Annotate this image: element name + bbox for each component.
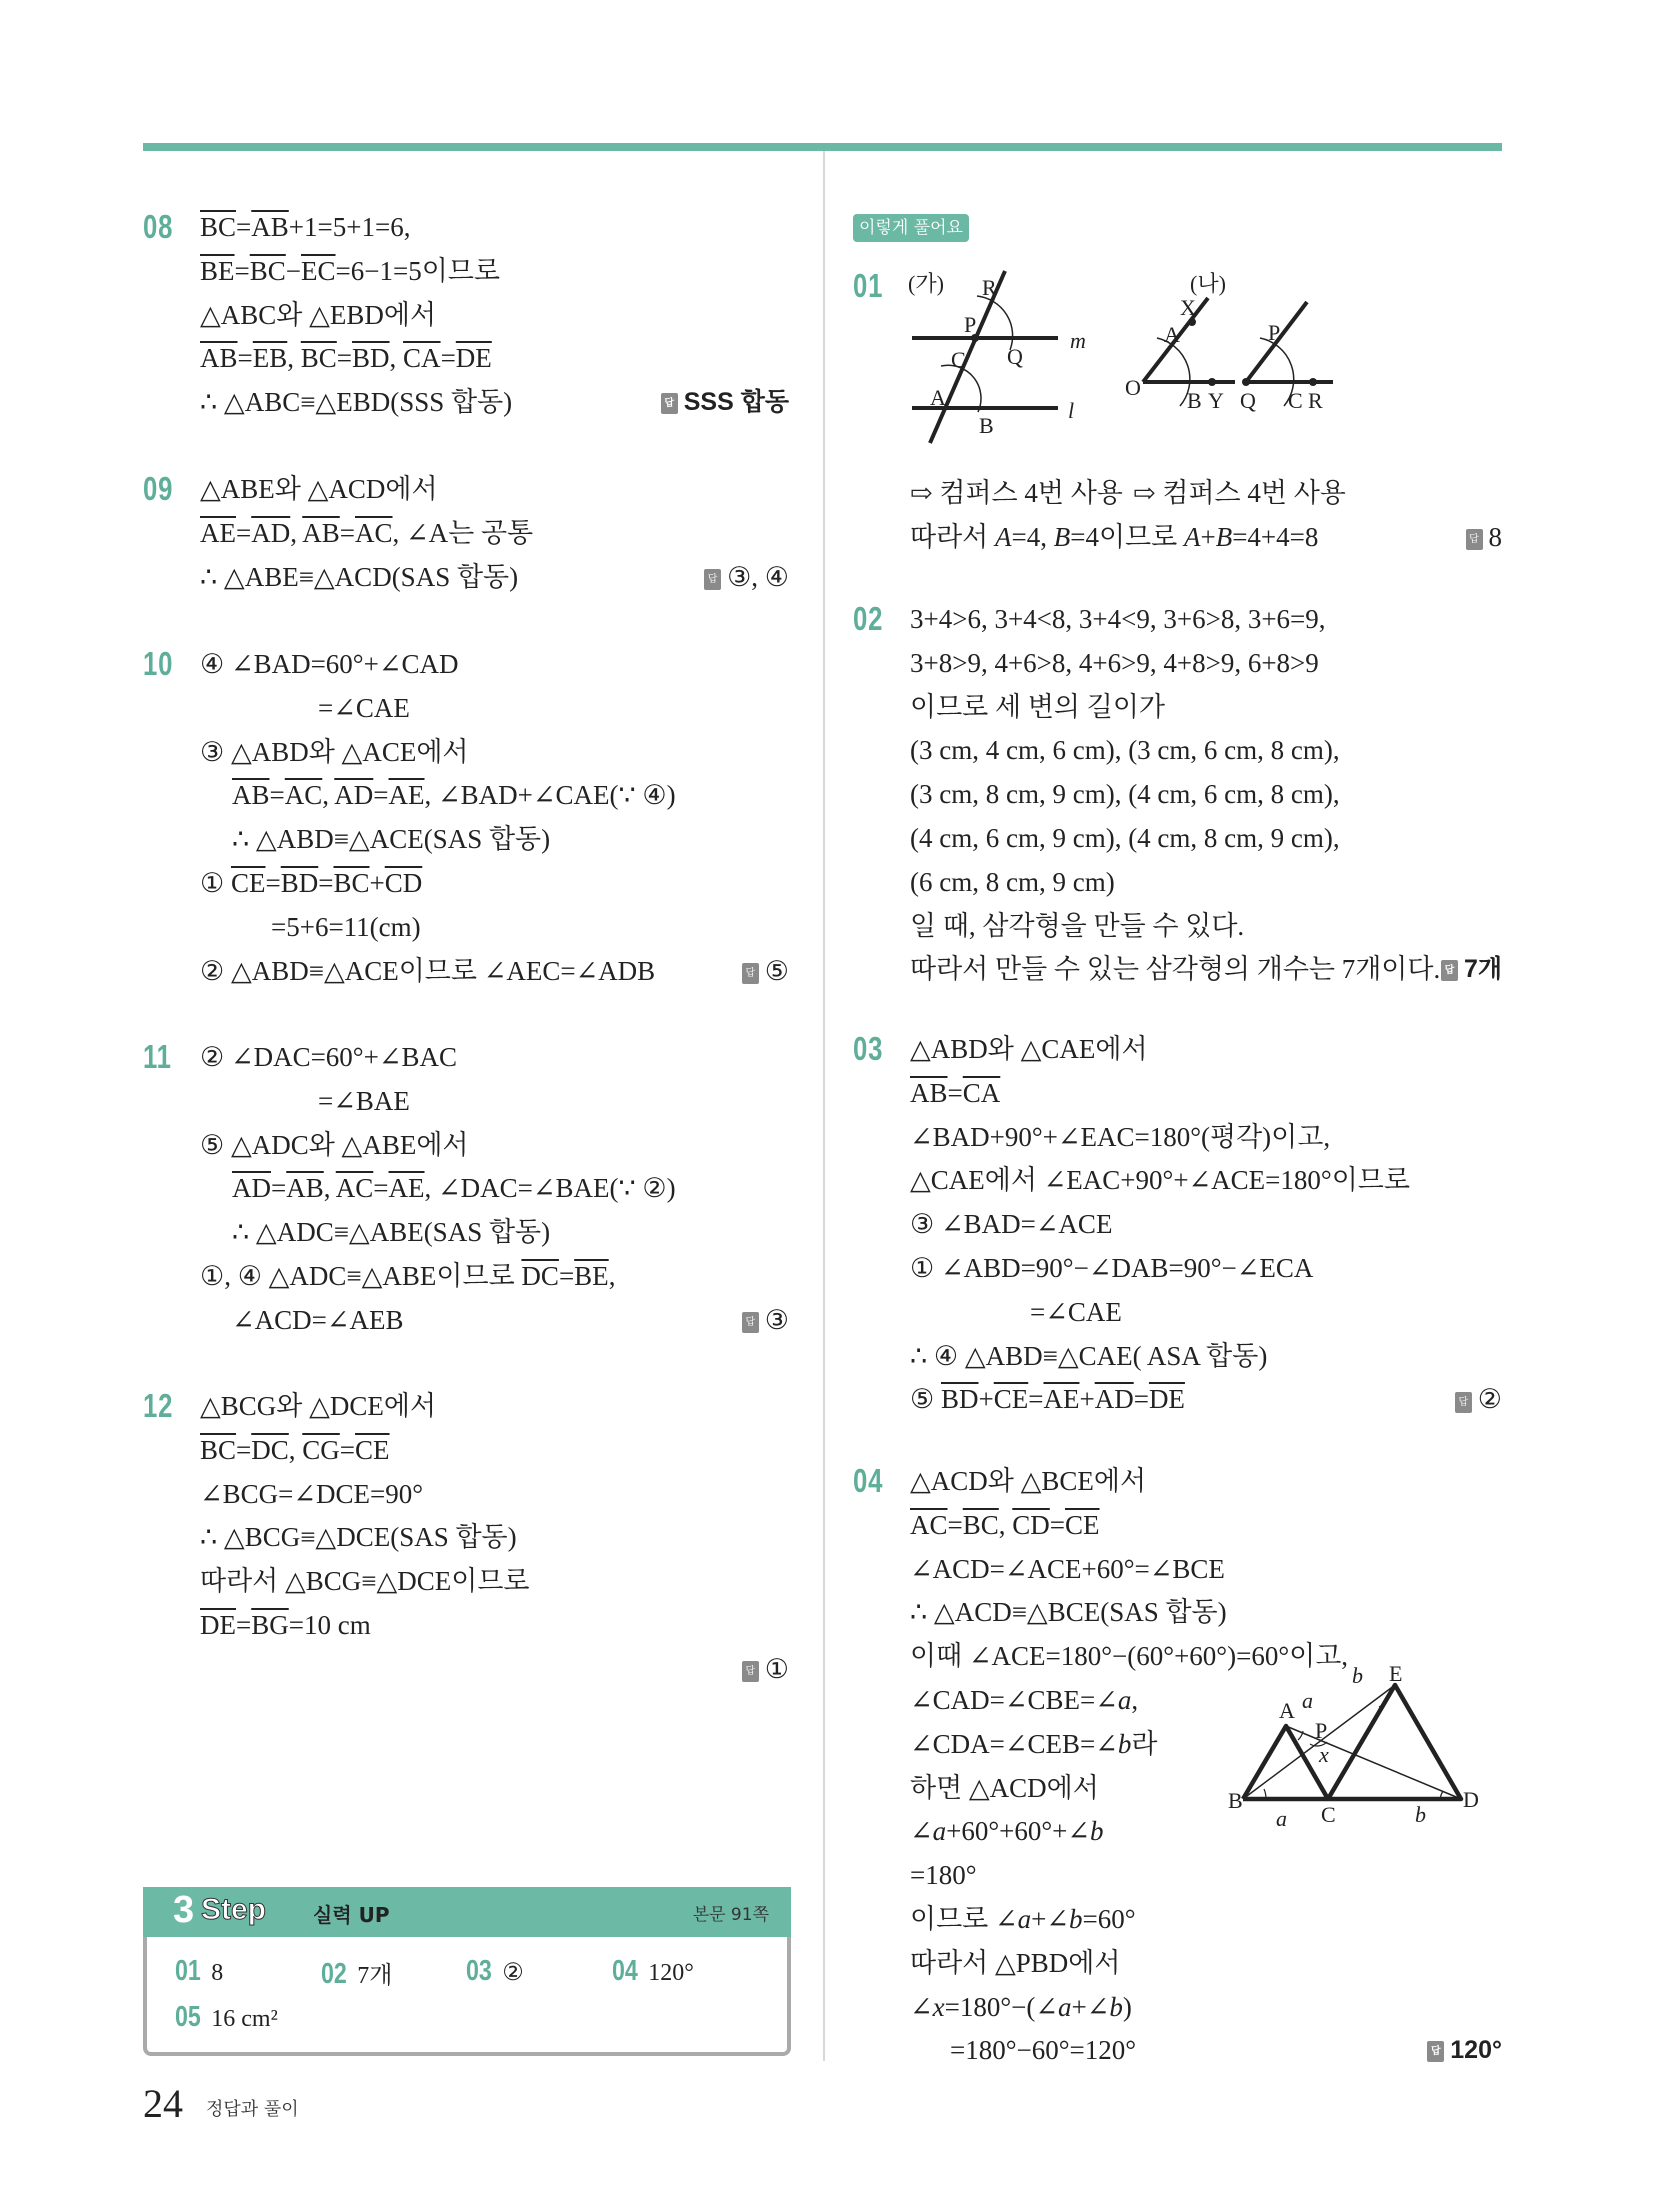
segment-overline: $\overline{BD}$ [352, 343, 390, 374]
segment-overline: $\overline{BD}$ [280, 867, 319, 898]
solution-line: 따라서 △BCG≡△DCE이므로 [200, 1566, 530, 1597]
solution-line: 이므로 ∠a+∠b=60° [910, 1903, 1136, 1934]
footer-title: 정답과 풀이 [206, 2099, 299, 2120]
step-answer-num: 04 [612, 1955, 638, 1987]
step-answer-num: 01 [175, 1955, 201, 1987]
segment-overline: $\overline{BC}$ [200, 1434, 237, 1465]
solution-line: △ABC와 △EBD에서 [200, 299, 437, 330]
label-angle-a: a [1276, 1806, 1287, 1831]
solution-line: =180° [910, 1860, 977, 1891]
segment-overline: $\overline{AB}$ [251, 212, 289, 242]
answer-value: ③ [764, 1304, 789, 1335]
solution-line: (3 cm, 8 cm, 9 cm), (4 cm, 6 cm, 8 cm), [910, 779, 1340, 810]
answer-value: ③, ④ [727, 561, 789, 592]
solution-line: ③ △ABD와 △ACE에서 [200, 736, 469, 767]
label-O: O [1125, 375, 1141, 400]
segment-overline: $\overline{BC}$ [333, 867, 370, 898]
segment-overline: $\overline{AE}$ [388, 780, 425, 811]
step-answer-num: 03 [466, 1955, 492, 1987]
solution-text: ⑤ $\overline{BD}+\overline{CE}=\overline{AE}+\overline{AD}=\overline{DE}$ [910, 1384, 1185, 1415]
segment-overline: $\overline{AE}$ [388, 1173, 425, 1204]
solution-line: ∴ △ADC≡△ABE(SAS 합동) [232, 1217, 551, 1248]
solution-line: △BCG와 △DCE에서 [200, 1391, 437, 1421]
problem-number: 12 [143, 1387, 174, 1424]
solution-line: ∴ △ABD≡△ACE(SAS 합동) [232, 824, 551, 855]
label-R: R [1308, 388, 1323, 413]
solution-line: $\overline{AD}=\overline{AB}$, $\overline{AC}=\overline{AE}$, ∠DAC=∠BAE(∵ ②) [232, 1173, 676, 1204]
answer-marker-icon: 답 [1427, 2041, 1444, 2062]
step-title: 실력 UP [313, 1903, 390, 1927]
segment-overline: $\overline{CE}$ [993, 1384, 1029, 1415]
math-variable: a [1017, 1903, 1032, 1934]
segment-overline: $\overline{CE}$ [230, 867, 266, 898]
segment-overline: $\overline{AC}$ [355, 517, 393, 548]
solution-line: 3+8>9, 4+6>8, 4+6>9, 4+8>9, 6+8>9 [910, 647, 1319, 678]
segment-overline: $\overline{AB}$ [200, 343, 238, 374]
answer-value: 120° [1450, 2036, 1502, 2065]
solution-line: (4 cm, 6 cm, 9 cm), (4 cm, 8 cm, 9 cm), [910, 822, 1340, 853]
solution-line: △ACD와 △BCE에서 [910, 1466, 1147, 1496]
segment-overline: $\overline{AD}$ [1094, 1384, 1134, 1415]
solution-line: =∠BAE [318, 1085, 410, 1116]
label-C: C [1288, 388, 1303, 413]
label-C: C [1321, 1802, 1336, 1827]
problem-number: 09 [143, 470, 174, 507]
figure-tag: (나) [1190, 271, 1226, 296]
solution-line: ① $\overline{CE}=\overline{BD}=\overline{BC}+\overline{CD}$ [200, 867, 423, 898]
segment-overline: $\overline{AD}$ [232, 1173, 271, 1204]
step-number: 3 [173, 1889, 195, 1931]
answer-marker-icon: 답 [704, 569, 721, 590]
solution-line: (6 cm, 8 cm, 9 cm) [910, 866, 1115, 897]
solution-line: =∠CAE [1030, 1296, 1122, 1327]
step-answer-value: 7개 [357, 1963, 393, 1989]
label-B: B [979, 413, 994, 438]
math-variable: B [1215, 522, 1233, 552]
segment-overline: $\overline{CA}$ [962, 1077, 1001, 1108]
solution-line: ∠BCG=∠DCE=90° [200, 1478, 424, 1509]
solution-text: ∴ △ABE≡△ACD(SAS 합동) [200, 561, 519, 592]
solution-line: △CAE에서 ∠EAC+90°+∠ACE=180°이므로 [910, 1165, 1410, 1196]
label-A: A [1164, 322, 1180, 347]
problem-number: 02 [853, 600, 884, 637]
segment-overline: $\overline{CE}$ [355, 1434, 390, 1465]
label-P: P [1268, 320, 1281, 345]
label-l: l [1068, 398, 1075, 423]
solution-line: $\overline{AB}=\overline{EB}$, $\overline{BC}=\overline{BD}$, $\overline{CA}=\overline{DE}$ [200, 343, 492, 374]
segment-overline: $\overline{AE}$ [200, 517, 236, 548]
label-R: R [982, 275, 997, 300]
segment-overline: $\overline{AB}$ [302, 517, 340, 548]
solution-line: 하면 △ACD에서 [910, 1772, 1099, 1803]
math-variable: a [932, 1816, 947, 1847]
math-variable: A [1183, 522, 1201, 552]
math-variable: b [1090, 1816, 1104, 1847]
solution-line: $\overline{AB}=\overline{AC}$, $\overline{AD}=\overline{AE}$, ∠BAD+∠CAE(∵ ④) [232, 780, 676, 811]
solution-line: ∠CAD=∠CBE=∠a, [910, 1684, 1139, 1715]
answer-marker-icon: 답 [1441, 960, 1458, 981]
step-answer-value: 8 [211, 1960, 224, 1986]
caption-na: ⇨ 컴퍼스 4번 사용 [1133, 478, 1346, 508]
math-variable: A [995, 522, 1012, 552]
solution-line: =5+6=11(cm) [271, 911, 421, 942]
label-Q: Q [1240, 388, 1256, 413]
step-word: Step [201, 1893, 267, 1926]
solution-line: ∴ △ACD≡△BCE(SAS 합동) [910, 1597, 1227, 1628]
math-variable: x [932, 1991, 945, 2022]
label-angle-b: b [1352, 1663, 1363, 1688]
solution-line: 일 때, 삼각형을 만들 수 있다. [910, 910, 1245, 941]
label-E: E [1389, 1661, 1403, 1686]
solution-line: ∴ △BCG≡△DCE(SAS 합동) [200, 1522, 517, 1553]
solution-line: $\overline{AC}=\overline{BC}$, $\overline{CD}=\overline{CE}$ [910, 1509, 1100, 1540]
problem-number: 10 [143, 645, 174, 682]
solution-text: 따라서 만들 수 있는 삼각형의 개수는 7개이다. [910, 954, 1441, 985]
step-answer-num: 02 [321, 1958, 347, 1990]
segment-overline: $\overline{DC}$ [521, 1260, 559, 1291]
answer-value: 7개 [1463, 955, 1502, 984]
math-variable: b [1117, 1728, 1132, 1759]
solution-text: ∠ACD=∠AEB [232, 1304, 404, 1335]
solution-line: ④ ∠BAD=60°+∠CAD [200, 649, 459, 679]
segment-overline: $\overline{AB}$ [910, 1077, 948, 1108]
segment-overline: $\overline{AE}$ [1043, 1384, 1080, 1415]
triangles-outline [1243, 1685, 1461, 1799]
solution-line: 3+4>6, 3+4<8, 3+4<9, 3+6>8, 3+6=9, [910, 604, 1326, 634]
problem-number: 11 [143, 1038, 172, 1075]
solution-line: 이므로 세 변의 길이가 [910, 691, 1165, 722]
solution-line: =∠CAE [318, 692, 410, 723]
segment-overline: $\overline{CD}$ [384, 867, 423, 898]
solution-line: ∠x=180°−(∠a+∠b) [910, 1991, 1132, 2022]
answer-marker-icon: 답 [661, 393, 678, 414]
segment-overline: $\overline{DE}$ [1148, 1384, 1185, 1415]
step-answer-value: 16 cm² [211, 2006, 278, 2032]
segment-overline: $\overline{CA}$ [403, 343, 441, 374]
math-variable: b [1109, 1991, 1123, 2022]
step-answer-num: 05 [175, 2001, 201, 2033]
segment-overline: $\overline{CG}$ [302, 1434, 340, 1465]
segment-overline: $\overline{BC}$ [249, 255, 286, 286]
problem-number: 03 [853, 1030, 884, 1067]
label-D: D [1463, 1787, 1479, 1812]
math-variable: b [1068, 1903, 1083, 1934]
segment-overline: $\overline{BC}$ [300, 343, 337, 374]
segment-overline: $\overline{AD}$ [334, 780, 374, 811]
solution-line: ① ∠ABD=90°−∠DAB=90°−∠ECA [910, 1252, 1314, 1283]
solution-line: 이때 ∠ACE=180°−(60°+60°)=60°이고, [910, 1641, 1349, 1672]
label-X: X [1180, 295, 1196, 320]
problem-number: 08 [143, 208, 174, 245]
segment-overline: $\overline{AD}$ [251, 517, 291, 548]
answer-value: ① [764, 1653, 789, 1684]
segment-overline: $\overline{EC}$ [301, 255, 336, 286]
segment-overline: $\overline{AC}$ [284, 780, 323, 811]
segment-overline: $\overline{BC}$ [200, 212, 237, 242]
solution-line: $\overline{BE}=\overline{BC}-\overline{EC}=6-1=5$이므로 [200, 255, 500, 286]
solution-line: $\overline{BC}=\overline{DC}$, $\overline{CG}=\overline{CE}$ [200, 1434, 390, 1465]
label-angle-x: x [1319, 1742, 1329, 1767]
answer-value: ⑤ [764, 955, 789, 986]
segment-overline: $\overline{BE}$ [574, 1260, 609, 1291]
segment-overline: $\overline{EB}$ [252, 343, 288, 374]
segment-overline: $\overline{BC}$ [962, 1509, 999, 1540]
label-Y: Y [1208, 388, 1224, 413]
segment-overline: $\overline{DC}$ [251, 1434, 289, 1465]
problem-number: 04 [853, 1462, 884, 1499]
label-B: B [1228, 1788, 1243, 1813]
step-answer-value: ② [502, 1960, 524, 1986]
segment-overline: $\overline{BG}$ [251, 1609, 289, 1640]
segment-overline: $\overline{AB}$ [286, 1173, 324, 1204]
segment-overline: $\overline{CE}$ [1065, 1509, 1100, 1540]
segment-overline: $\overline{BD}$ [940, 1384, 979, 1415]
label-C: C [951, 347, 966, 372]
page-number: 24 [143, 2081, 183, 2126]
math-variable: a [1057, 1991, 1072, 2022]
answer-value: SSS 합동 [683, 388, 789, 417]
step-page-ref: 본문 91쪽 [692, 1905, 769, 1925]
segment-overline: $\overline{BE}$ [200, 255, 235, 286]
segment-overline: $\overline{AB}$ [232, 780, 270, 811]
segment-overline: $\overline{CD}$ [1012, 1509, 1050, 1540]
solution-line: $\overline{AE}=\overline{AD}$, $\overline{AB}=\overline{AC}$, ∠A는 공통 [200, 517, 534, 548]
step-answer-value: 120° [648, 1960, 694, 1986]
label-angle-b: b [1415, 1802, 1426, 1827]
label-B: B [1187, 388, 1202, 413]
answer-marker-icon: 답 [742, 963, 759, 984]
math-variable: a [1117, 1684, 1132, 1715]
segment-overline: $\overline{AC}$ [910, 1509, 948, 1540]
solution-badge: 이렇게 풀어요 [853, 214, 969, 242]
label-m: m [1070, 328, 1086, 353]
math-variable: B [1053, 522, 1071, 552]
label-P: P [1315, 1718, 1328, 1743]
solution-line: $\overline{BC}=\overline{AB}+1=5+1=6$, [200, 212, 411, 242]
solution-line: ∠a+60°+60°+∠b [910, 1816, 1104, 1847]
solution-line: $\overline{AB}=\overline{CA}$ [910, 1077, 1001, 1108]
segment-overline: $\overline{AC}$ [335, 1173, 374, 1204]
solution-line: ∠ACD=∠ACE+60°=∠BCE [910, 1553, 1225, 1584]
solution-text: ② △ABD≡△ACE이므로 ∠AEC=∠ADB [200, 955, 656, 986]
caption-ga: ⇨ 컴퍼스 4번 사용 [910, 478, 1123, 508]
label-angle-a: a [1302, 1688, 1313, 1713]
solution-line: (3 cm, 4 cm, 6 cm), (3 cm, 6 cm, 8 cm), [910, 735, 1340, 766]
segment-overline: $\overline{DE}$ [455, 343, 492, 374]
solution-line: ⑤ △ADC와 △ABE에서 [200, 1129, 469, 1160]
solution-line: ② ∠DAC=60°+∠BAC [200, 1042, 457, 1072]
segment-overline: $\overline{DE}$ [200, 1609, 236, 1640]
label-A: A [1279, 1698, 1295, 1723]
solution-line: ∠CDA=∠CEB=∠b라 [910, 1728, 1158, 1759]
solution-line: ∠BAD+90°+∠EAC=180°(평각)이고, [910, 1121, 1331, 1152]
solution-line: △ABE와 △ACD에서 [200, 474, 438, 504]
label-P: P [964, 312, 977, 337]
answer-marker-icon: 답 [742, 1661, 759, 1682]
solution-line: △ABD와 △CAE에서 [910, 1034, 1148, 1064]
solution-text: =180°−60°=120° [950, 2035, 1137, 2066]
solution-text: 따라서 A=4, B=4이므로 A+B=4+4=8 [910, 522, 1319, 552]
answer-marker-icon: 답 [1466, 529, 1483, 550]
solution-text: ∴ △ABC≡△EBD(SSS 합동) [200, 387, 513, 418]
solution-line: 따라서 △PBD에서 [910, 1947, 1121, 1978]
answer-value: 8 [1488, 522, 1502, 552]
solution-line: ③ ∠BAD=∠ACE [910, 1209, 1113, 1240]
answer-value: ② [1477, 1384, 1502, 1415]
answer-marker-icon: 답 [1455, 1392, 1472, 1413]
label-Q: Q [1007, 344, 1023, 369]
label-A: A [930, 385, 946, 410]
solution-line: ∴ ④ △ABD≡△CAE( ASA 합동) [910, 1340, 1268, 1371]
figure-tag: (가) [908, 271, 944, 296]
answer-marker-icon: 답 [742, 1312, 759, 1333]
solution-line: ①, ④ △ADC≡△ABE이므로 $\overline{DC}=\overline{BE}$, [200, 1260, 616, 1291]
solution-line: $\overline{DE}=\overline{BG}=10$ cm [200, 1609, 371, 1640]
segment-ad [1286, 1726, 1461, 1799]
problem-number: 01 [853, 267, 884, 304]
